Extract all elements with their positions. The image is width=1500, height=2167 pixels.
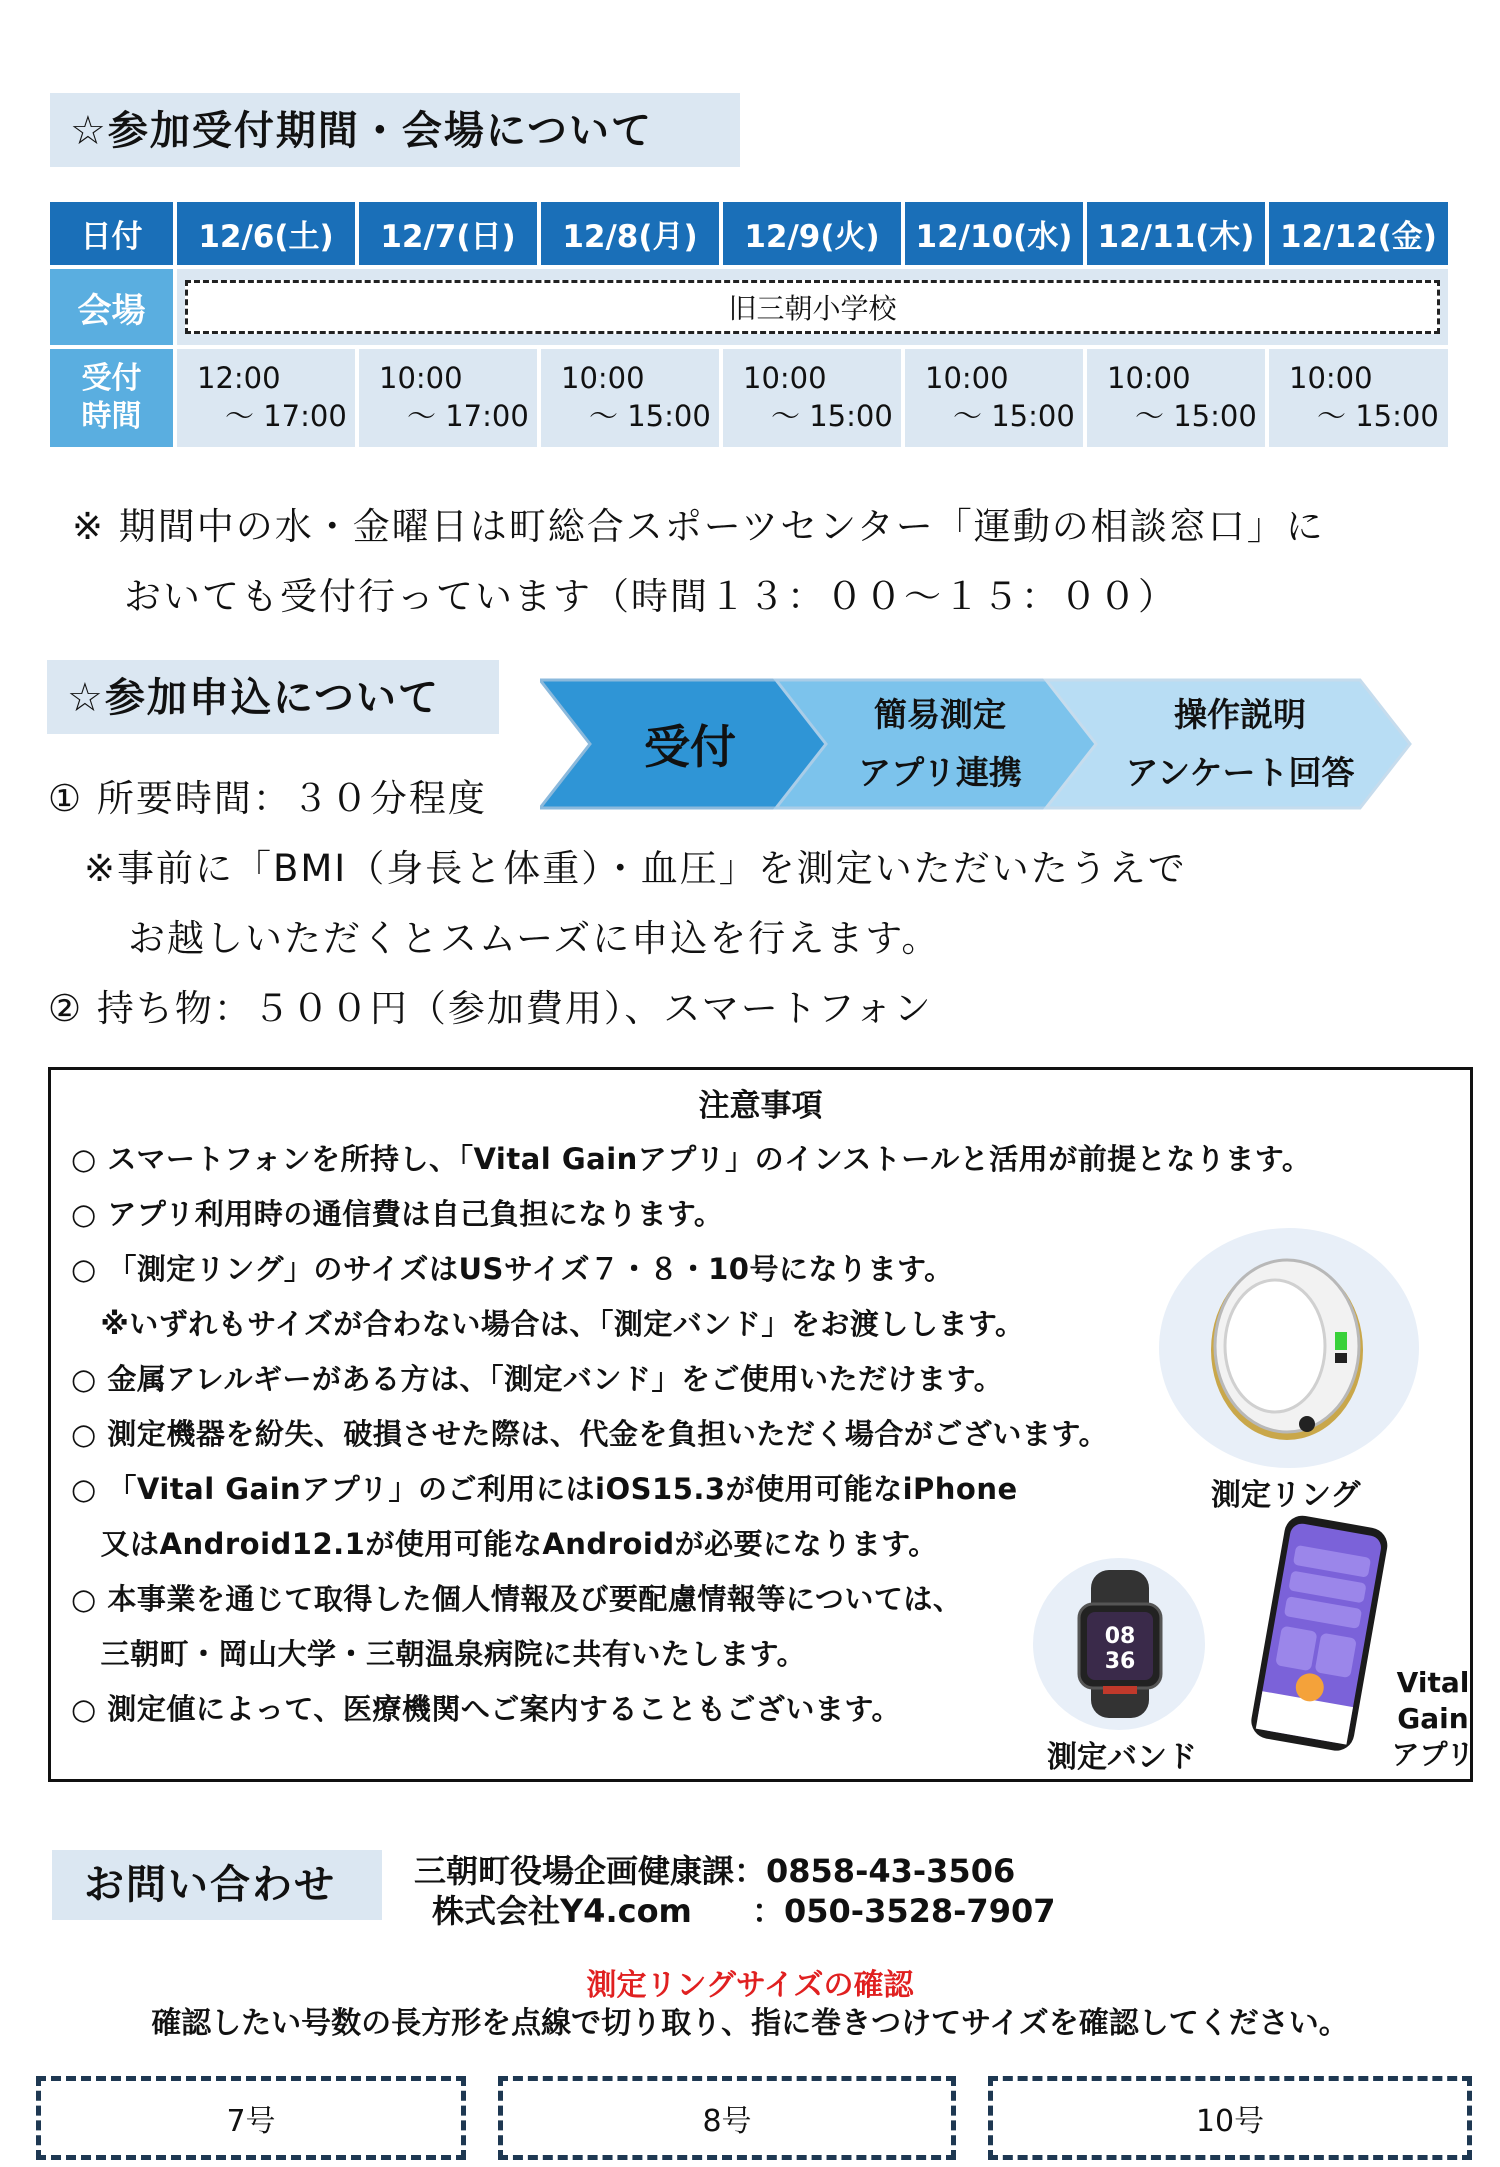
hours-cell: 10:00 ～ 17:00 — [359, 349, 541, 447]
svg-text:08: 08 — [1104, 1624, 1136, 1649]
notice-item: ○ アプリ利用時の通信費は自己負担になります。 — [71, 1197, 724, 1231]
contact-title: お問い合わせ — [52, 1850, 382, 1920]
venue-label: 会場 — [50, 269, 177, 345]
note-line-2: おいても受付行っています（時間１３：００～１５：００） — [124, 575, 1177, 618]
ring-size-title: 測定リングサイズの確認 — [586, 1968, 914, 2003]
apply-item-belongings: ② 持ち物：５００円（参加費用）、スマートフォン — [48, 987, 933, 1030]
flow-step-explain: 操作説明 アンケート回答 — [1125, 695, 1355, 792]
app-caption: Vital Gain アプリ — [1391, 1666, 1475, 1771]
ring-size-7[interactable]: 7号 — [36, 2076, 466, 2160]
notice-item: ○ 測定機器を紛失、破損させた際は、代金を負担いただく場合がございます。 — [71, 1417, 1109, 1451]
notice-item: ○ 「Vital Gainアプリ」のご利用にはiOS15.3が使用可能なiPhone — [71, 1472, 1018, 1506]
hours-cell: 10:00 ～ 15:00 — [723, 349, 905, 447]
notice-item: ○ 「測定リング」のサイズはUSサイズ７・８・10号になります。 — [71, 1252, 954, 1286]
section-title-schedule: ☆参加受付期間・会場について — [50, 93, 740, 167]
notice-item: ○ スマートフォンを所持し、「Vital Gainアプリ」のインストールと活用が前提となります。 — [71, 1142, 1312, 1176]
apply-note-1: ※事前に「BMI（身長と体重）・血圧」を測定いただいたうえで — [84, 847, 1187, 890]
ring-caption: 測定リング — [1211, 1478, 1361, 1513]
apply-note-2: お越しいただくとスムーズに申込を行えます。 — [128, 917, 941, 960]
date-cell: 12/6(土) — [177, 202, 359, 265]
notice-item: 三朝町・岡山大学・三朝温泉病院に共有いたします。 — [71, 1637, 807, 1671]
flow-step-reception: 受付 — [644, 720, 736, 774]
svg-text:36: 36 — [1104, 1649, 1136, 1674]
contact-line-1: 三朝町役場企画健康課：0858-43-3506 — [414, 1852, 1016, 1890]
notice-item: ※いずれもサイズが合わない場合は、「測定バンド」をお渡しします。 — [71, 1307, 1025, 1341]
ring-image — [1159, 1228, 1419, 1468]
notice-item: ○ 測定値によって、医療機関へご案内することもございます。 — [71, 1692, 902, 1726]
date-cell: 12/9(火) — [723, 202, 905, 265]
hours-label: 受付 時間 — [50, 349, 177, 447]
date-cell: 12/10(水) — [905, 202, 1087, 265]
date-label: 日付 — [50, 202, 177, 265]
phone-app-icon — [1243, 1510, 1393, 1760]
hours-cell: 10:00 ～ 15:00 — [1087, 349, 1269, 447]
flow-step-measure: 簡易測定 アプリ連携 — [858, 695, 1022, 792]
venue-name: 旧三朝小学校 — [185, 280, 1440, 334]
hours-row — [50, 349, 1448, 447]
contact-line-2-tel: ：050-3528-7907 — [752, 1892, 1056, 1930]
ring-size-instruction: 確認したい号数の長方形を点線で切り取り、指に巻きつけてサイズを確認してください。 — [151, 2006, 1349, 2041]
ring-icon — [1159, 1228, 1419, 1468]
watch-icon — [1033, 1558, 1205, 1730]
ring-size-8[interactable]: 8号 — [498, 2076, 956, 2160]
venue-row — [50, 269, 1448, 345]
notice-item: ○ 金属アレルギーがある方は、「測定バンド」をご使用いただけます。 — [71, 1362, 1004, 1396]
notice-item: 又はAndroid12.1が使用可能なAndroidが必要になります。 — [71, 1527, 938, 1561]
note-line-1: ※ 期間中の水・金曜日は町総合スポーツセンター「運動の相談窓口」に — [72, 505, 1325, 548]
date-cell: 12/8(月) — [541, 202, 723, 265]
hours-cell: 10:00 ～ 15:00 — [905, 349, 1087, 447]
apply-item-time: ① 所要時間：３０分程度 — [48, 777, 487, 820]
band-caption: 測定バンド — [1047, 1740, 1197, 1775]
hours-cell: 10:00 ～ 15:00 — [541, 349, 723, 447]
date-cell: 12/12(金) — [1269, 202, 1448, 265]
date-row — [50, 202, 1448, 265]
hours-cell: 10:00 ～ 15:00 — [1269, 349, 1448, 447]
notice-title: 注意事項 — [698, 1088, 823, 1124]
notice-box — [48, 1067, 1473, 1782]
hours-cell: 12:00 ～ 17:00 — [177, 349, 359, 447]
band-image — [1033, 1558, 1205, 1730]
section-title-apply: ☆参加申込について — [47, 660, 499, 734]
date-cell: 12/7(日) — [359, 202, 541, 265]
ring-size-10[interactable]: 10号 — [988, 2076, 1472, 2160]
date-cell: 12/11(木) — [1087, 202, 1269, 265]
schedule-table — [50, 202, 1448, 447]
notice-item: ○ 本事業を通じて取得した個人情報及び要配慮情報等については、 — [71, 1582, 963, 1616]
contact-line-2-org: 株式会社Y4.com — [432, 1892, 692, 1930]
